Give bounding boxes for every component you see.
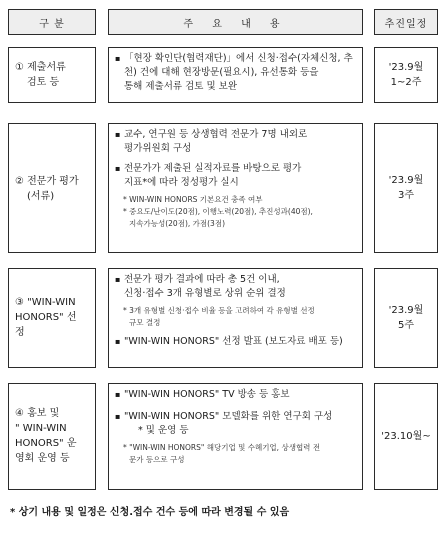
row2-subnote: * WIN-WIN HONORS 기본요건 충족 여부: [123, 195, 263, 204]
row4-category-line: ④ 홍보 및: [15, 408, 60, 419]
row4-item: [115, 388, 356, 402]
row4-schedule: [374, 383, 438, 490]
row1-schedule: [374, 47, 438, 103]
row3-schedule-line: '23.9월: [388, 305, 424, 316]
header-schedule-label: 추진일정: [384, 18, 428, 30]
row2-item-line: 평가위원회 구성: [124, 143, 192, 154]
row3-subnote: 규모 결정: [129, 318, 161, 327]
row1-content: [108, 47, 363, 103]
row2-category-line: (서류): [27, 191, 55, 202]
bullet-marker: ▪: [115, 337, 121, 346]
row3-subnote: * 3개 유형별 신청·접수 비율 등을 고려하여 각 유형별 선정: [123, 306, 315, 315]
row4-item-line: "WIN-WIN HONORS" TV 방송 등 홍보: [124, 389, 290, 400]
header-content-label: 주 요 내 용: [183, 18, 288, 30]
row1-item-line: 「현장 확인단(협력재단)」에서 신청·접수(자체신청, 추: [124, 53, 353, 64]
header-category: [8, 9, 96, 35]
row3-item-line: "WIN-WIN HONORS" 선정 발표 (보도자료 배포 등): [124, 336, 343, 347]
row4-subnote: * "WIN-WIN HONORS" 해당기업 및 수혜기업, 상생협력 전: [123, 443, 321, 452]
row4-category: [8, 383, 96, 490]
bullet-marker: ▪: [115, 412, 121, 421]
header-schedule: [374, 9, 438, 35]
row2-item-line: 지표*에 따라 정성평가 실시: [124, 177, 239, 188]
row3-category: [8, 268, 96, 368]
row3-item: [115, 273, 356, 301]
row4-schedule-line: '23.10월~: [381, 431, 431, 442]
row2-item: [115, 162, 356, 190]
row1-item: [115, 52, 356, 94]
row3-category-line: 정: [15, 327, 25, 338]
row3-item-line: 신청·접수 3개 유형별로 상위 순위 결정: [124, 288, 286, 299]
row2-item-line: 전문가가 제출된 실적자료를 바탕으로 평가: [124, 163, 302, 174]
bullet-marker: ▪: [115, 130, 121, 139]
row3-category-line: ③ "WIN-WIN: [15, 297, 76, 308]
row4-item-line: * 및 운영 등: [138, 425, 189, 436]
row2-category: [8, 123, 96, 253]
row2-schedule: [374, 123, 438, 253]
row1-schedule-line: 1~2주: [390, 77, 422, 88]
row4-subnote: 문가 등으로 구성: [129, 455, 185, 464]
row2-content: [108, 123, 363, 253]
bullet-marker: ▪: [115, 390, 121, 399]
bullet-marker: ▪: [115, 164, 121, 173]
row3-schedule-line: 5주: [397, 320, 415, 331]
row1-item-line: 천) 건에 대해 현장방문(필요시), 유선통화 등을: [124, 67, 319, 78]
row2-schedule-line: '23.9월: [388, 175, 424, 186]
bullet-marker: ▪: [115, 275, 121, 284]
row3-item-line: 전문가 평가 결과에 따라 총 5건 이내,: [124, 274, 280, 285]
row4-item-line: "WIN-WIN HONORS" 모델화를 위한 연구회 구성: [124, 411, 333, 422]
row1-category: [8, 47, 96, 103]
row1-category-line: 검토 등: [27, 77, 60, 88]
row3-schedule: [374, 268, 438, 368]
row2-category-line: ② 전문가 평가: [15, 176, 79, 187]
row3-content: [108, 268, 363, 368]
row1-item-line: 통해 제출서류 검토 및 보완: [124, 81, 238, 92]
row1-category-line: ① 제출서류: [15, 62, 66, 73]
header-category-label: 구 분: [39, 18, 65, 30]
row2-item-line: 교수, 연구원 등 상생협력 전문가 7명 내외로: [124, 129, 308, 140]
row4-category-line: " WIN-WIN: [15, 423, 67, 434]
row4-category-line: HONORS" 운: [15, 438, 77, 449]
row3-category-line: HONORS" 선: [15, 312, 77, 323]
row2-item: [115, 128, 356, 156]
footnote: * 상기 내용 및 일정은 신청.접수 건수 등에 따라 변경될 수 있음: [10, 507, 290, 518]
row3-item: [115, 335, 356, 349]
row2-subnote: * 중요도/난이도(20점), 이행노력(20점), 추진성과(40점),: [123, 207, 313, 216]
row2-subnote: 지속가능성(20점), 가점(3점): [129, 219, 225, 228]
row2-schedule-line: 3주: [397, 190, 415, 201]
row1-schedule-line: '23.9월: [388, 62, 424, 73]
row4-category-line: 영회 운영 등: [15, 453, 70, 464]
row4-item: [115, 410, 356, 438]
header-content: [108, 9, 363, 35]
row4-content: [108, 383, 363, 490]
bullet-marker: ▪: [115, 54, 121, 63]
